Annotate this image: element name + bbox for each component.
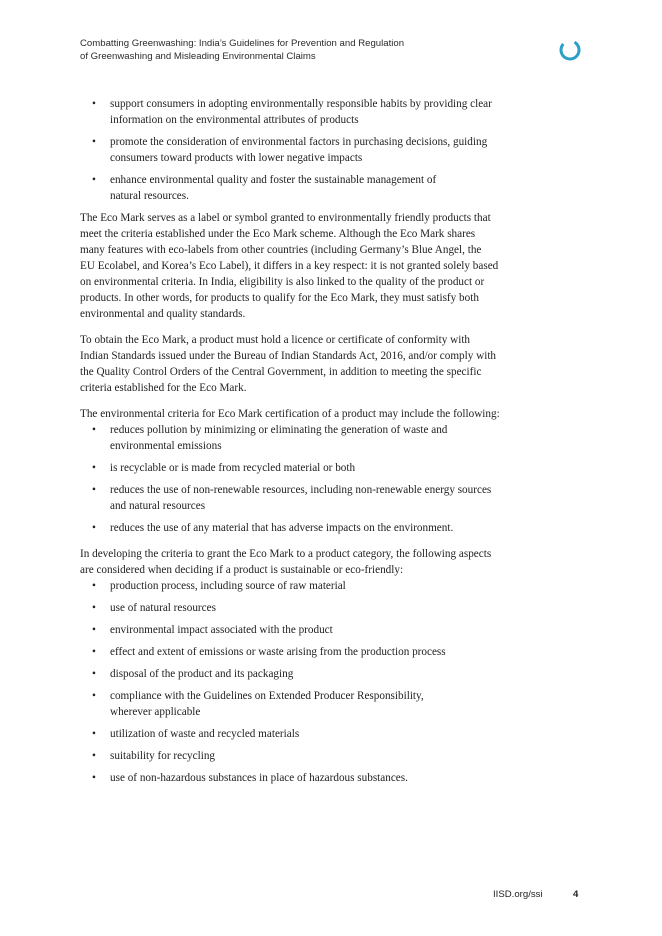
- list-item: • enhance environmental quality and foster the sustainable management of natural resources.: [80, 172, 580, 204]
- list-item: • use of natural resources: [80, 600, 580, 616]
- running-header: [80, 37, 480, 63]
- criteria-bullet-list: [80, 422, 580, 536]
- list-item: • reduces pollution by minimizing or eliminating the generation of waste and environmental emissions: [80, 422, 580, 454]
- list-item: • production process, including source of raw material: [80, 578, 580, 594]
- list-item: • environmental impact associated with the product: [80, 622, 580, 638]
- list-item: • reduces the use of non-renewable resources, including non-renewable energy sources and natural resources: [80, 482, 580, 514]
- footer-site-link[interactable]: IISD.org/ssi: [493, 889, 543, 900]
- paragraph-eco-mark-requirements: To obtain the Eco Mark, a product must hold a licence or certificate of conformity with Indian Standards issued under the Bureau of Indian Standards Act, 2016, and/or comply with the Quality Control Orders of the Central Government, in addition to meeting the specific criteria established for the Eco Mark.: [80, 334, 497, 394]
- list-item: • utilization of waste and recycled materials: [80, 726, 580, 742]
- list-item: • promote the consideration of environmental factors in purchasing decisions, guiding consumers toward products with lower negative impacts: [80, 134, 580, 166]
- paragraph-eco-mark-definition: The Eco Mark serves as a label or symbol granted to environmentally friendly products that meet the criteria established under the Eco Mark scheme. Although the Eco Mark shares many features with eco-labels from other countries (including Germany’s Blue Angel, the EU Ecolabel, and Korea’s Eco Label), it differs in a key respect: it is not granted solely based on environmental criteria. In India, eligibility is also linked to the quality of the product or products. In other words, for products to qualify for the Eco Mark, they must satisfy both environmental and quality standards.: [80, 212, 499, 320]
- aspects-bullet-list: [80, 578, 580, 786]
- list-item: • suitability for recycling: [80, 748, 580, 764]
- list-item: • disposal of the product and its packaging: [80, 666, 580, 682]
- paragraph-criteria-intro: The environmental criteria for Eco Mark certification of a product may include the following:: [80, 408, 500, 420]
- intro-bullet-list: [80, 96, 580, 204]
- header-line-2: of Greenwashing and Misleading Environmental Claims: [80, 51, 316, 62]
- list-item: • use of non-hazardous substances in place of hazardous substances.: [80, 770, 580, 786]
- list-item: • effect and extent of emissions or waste arising from the production process: [80, 644, 580, 660]
- iisd-ring-logo-icon: [558, 38, 582, 62]
- list-item: • reduces the use of any material that has adverse impacts on the environment.: [80, 520, 580, 536]
- page-number: 4: [573, 889, 579, 900]
- paragraph-aspects-intro: In developing the criteria to grant the Eco Mark to a product category, the following aspects are considered when deciding if a product is sustainable or eco-friendly:: [80, 548, 492, 576]
- list-item: • is recyclable or is made from recycled material or both: [80, 460, 580, 476]
- body-content: [80, 96, 580, 792]
- list-item: • compliance with the Guidelines on Extended Producer Responsibility, wherever applicable: [80, 688, 580, 720]
- header-line-1: Combatting Greenwashing: India’s Guidelines for Prevention and Regulation: [80, 38, 405, 49]
- list-item: • support consumers in adopting environmentally responsible habits by providing clear information on the environmental attributes of products: [80, 96, 580, 128]
